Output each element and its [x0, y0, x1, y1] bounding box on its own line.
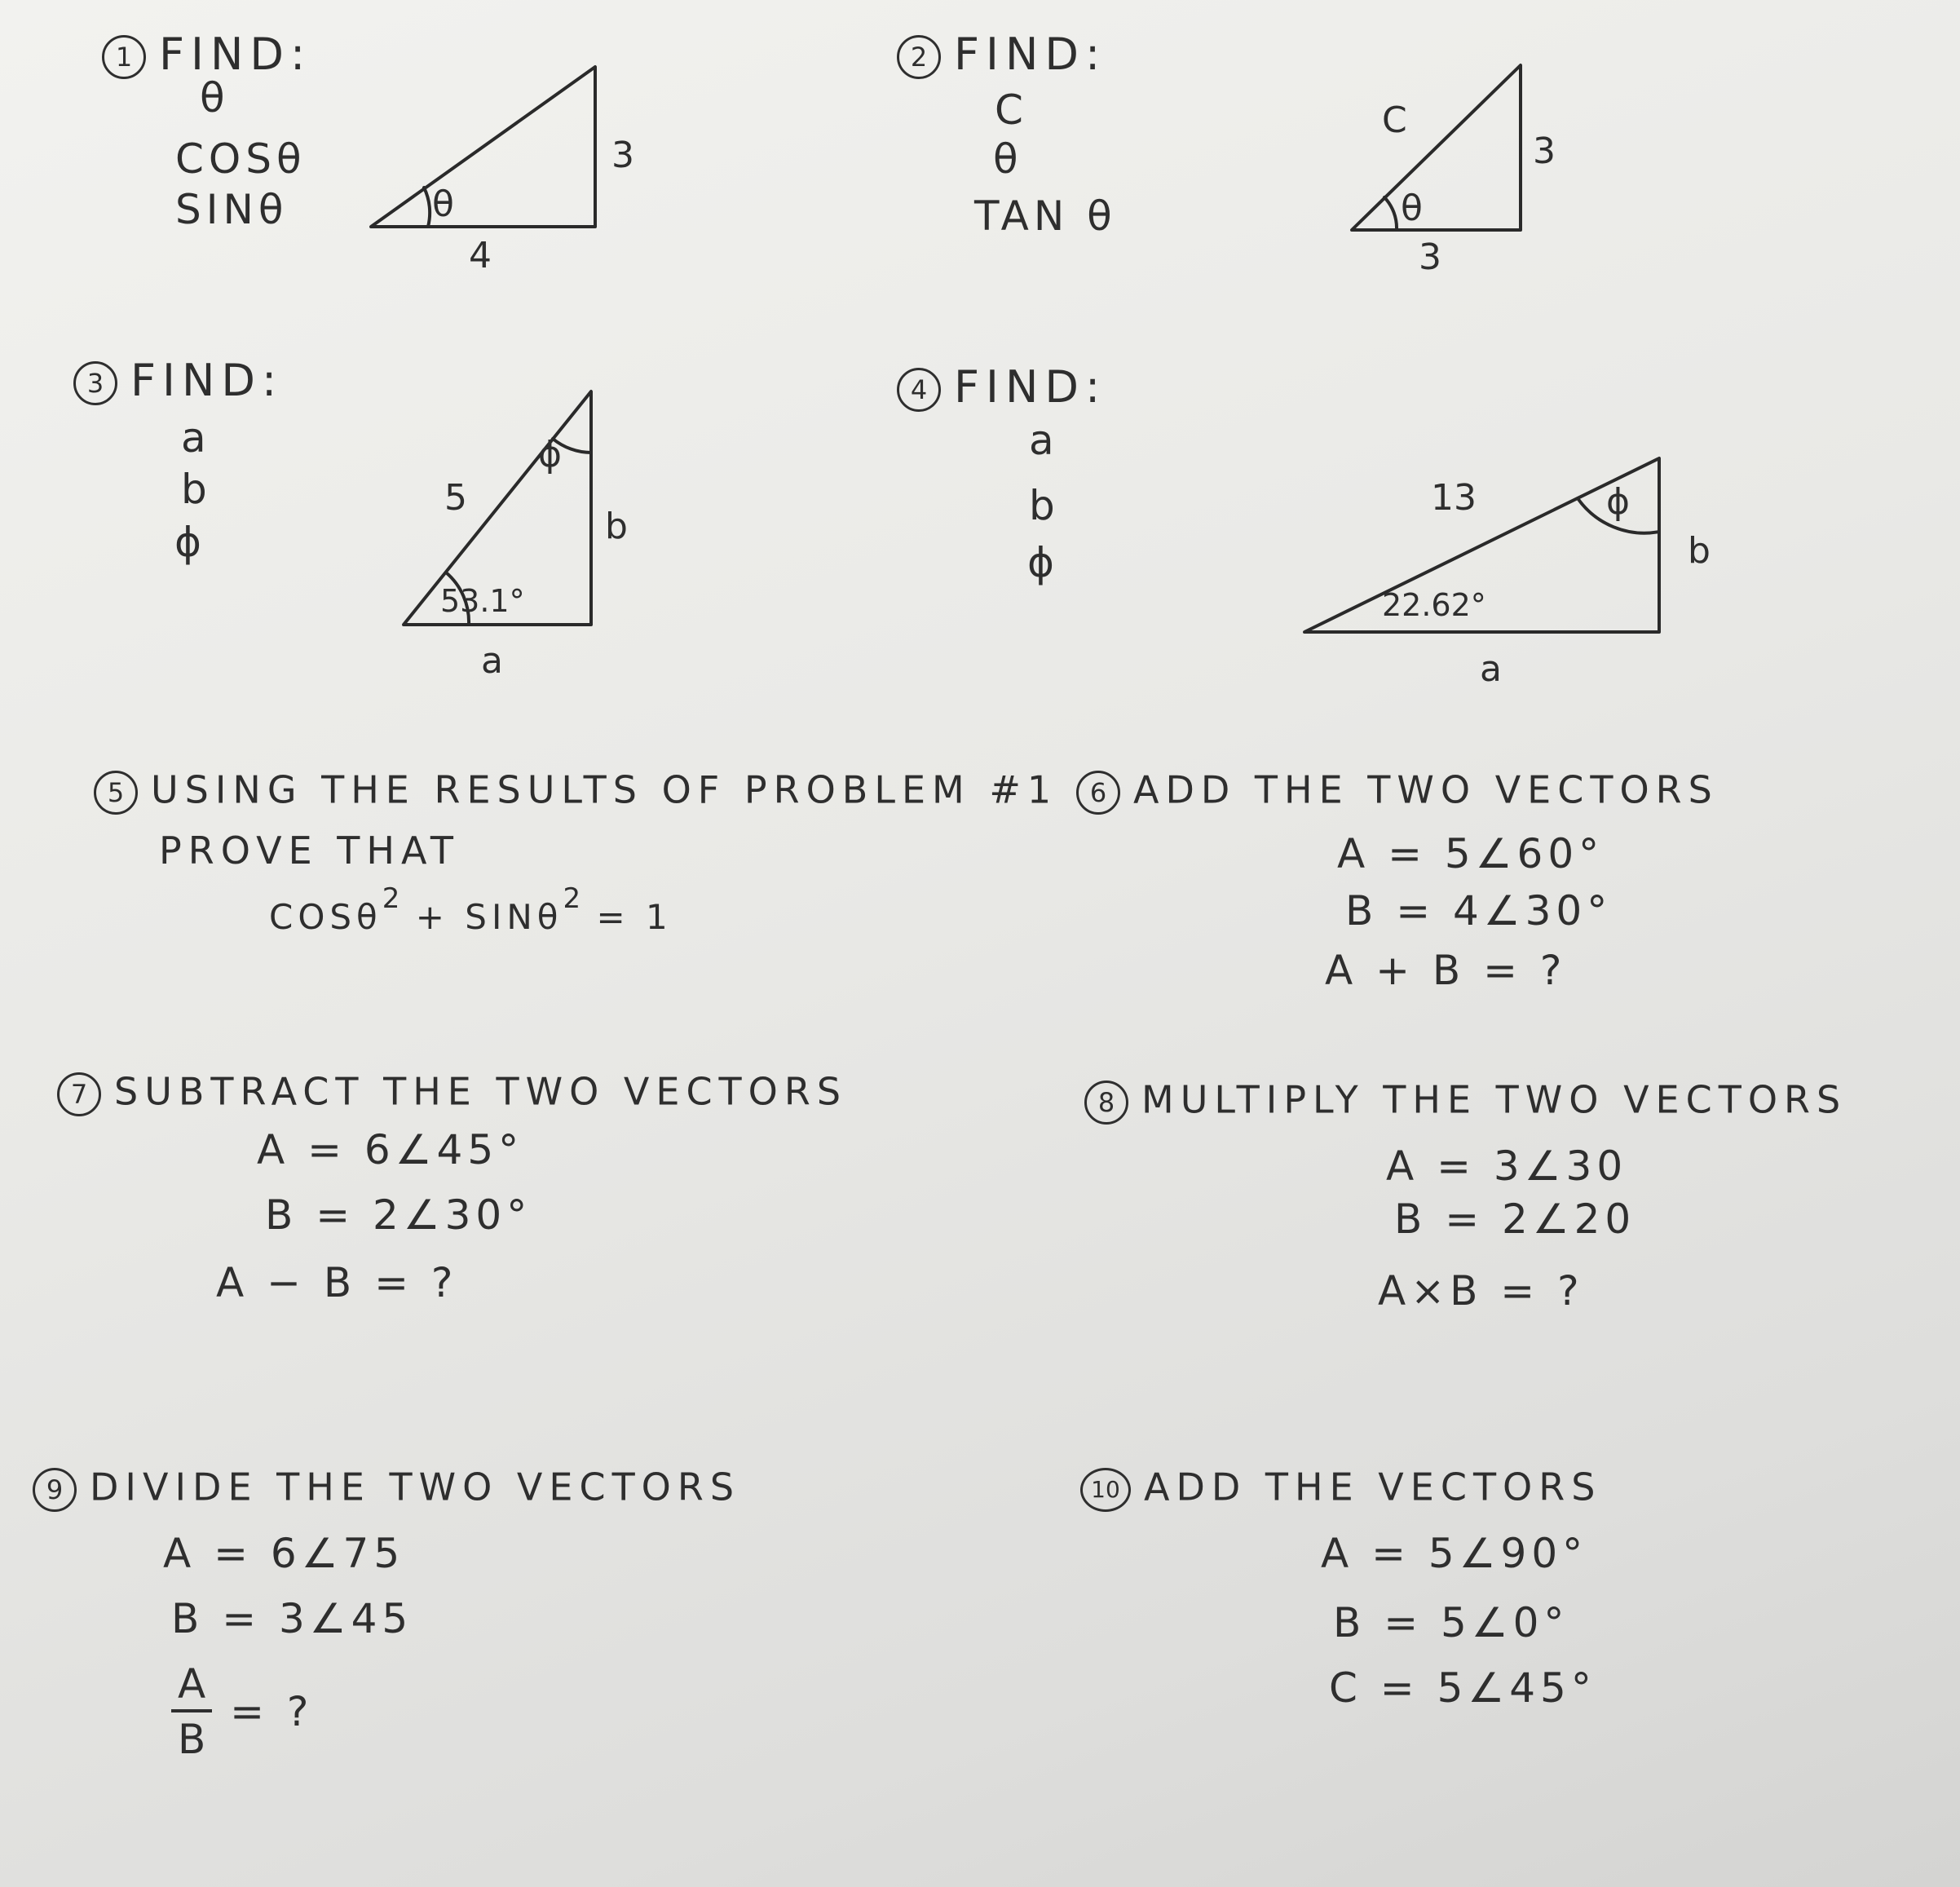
triangle-outline — [371, 67, 595, 227]
problem-9-number: 9 — [33, 1468, 77, 1512]
eq-exponent-1: 2 — [382, 882, 400, 915]
problem-1-item-3: SINθ — [175, 186, 289, 233]
problem-7-number: 7 — [57, 1072, 101, 1116]
fraction-denominator: B — [177, 1716, 206, 1763]
problem-10-number: 10 — [1080, 1468, 1131, 1512]
problem-3-triangle — [391, 375, 660, 685]
problem-5-heading — [94, 767, 1058, 815]
problem-3-item-1: a — [181, 414, 211, 462]
problem-8-heading — [1084, 1077, 1847, 1125]
angle-label: θ — [432, 183, 454, 225]
problem-3-title: FIND: — [130, 355, 284, 406]
problem-2-title: FIND: — [954, 29, 1107, 80]
problem-3-item-3: ϕ — [174, 519, 206, 566]
problem-4-number: 4 — [897, 368, 941, 412]
problem-4-item-1: a — [1029, 417, 1059, 464]
problem-8-line-3: A×B = ? — [1378, 1267, 1584, 1315]
problem-6-number: 6 — [1076, 771, 1120, 815]
problem-6-line-1: A = 5∠60° — [1337, 830, 1605, 877]
problem-10-line-3: C = 5∠45° — [1329, 1664, 1596, 1712]
problem-1-item-2: COSθ — [175, 135, 307, 183]
problem-3-number: 3 — [73, 361, 117, 405]
eq-exponent-2: 2 — [563, 882, 581, 915]
problem-5-line-2: PROVE THAT — [159, 829, 460, 873]
angle-label: θ — [1401, 188, 1423, 229]
eq-result: = 1 — [580, 897, 673, 937]
problem-1-number: 1 — [102, 35, 146, 79]
problem-9-heading — [33, 1465, 741, 1512]
fraction — [171, 1660, 212, 1763]
problem-9-line-2: B = 3∠45 — [171, 1595, 413, 1642]
problem-9-fraction-line — [171, 1660, 314, 1763]
adjacent-label: 4 — [469, 235, 492, 276]
problem-8-number: 8 — [1084, 1080, 1128, 1125]
angle-arc — [1384, 197, 1397, 230]
problem-7-line-1: A = 6∠45° — [257, 1126, 524, 1173]
problem-2-heading — [897, 29, 1107, 80]
problem-8-title: MULTIPLY THE TWO VECTORS — [1141, 1077, 1847, 1122]
problem-7-line-2: B = 2∠30° — [265, 1191, 532, 1239]
problem-9-line-1: A = 6∠75 — [163, 1530, 405, 1577]
problem-4-title: FIND: — [954, 361, 1107, 413]
problem-4-heading — [897, 361, 1107, 413]
problem-10-line-2: B = 5∠0° — [1333, 1599, 1569, 1646]
eq-cos-term: COSθ — [269, 897, 382, 937]
problem-6-heading — [1076, 767, 1719, 815]
problem-1-triangle — [359, 57, 636, 277]
problem-1-heading — [102, 29, 312, 80]
hypotenuse-label: 5 — [444, 477, 467, 519]
triangle-outline — [1352, 65, 1521, 230]
problem-8-line-2: B = 2∠20 — [1394, 1195, 1636, 1243]
problem-2-item-1: C — [995, 86, 1028, 134]
problem-1-item-1: θ — [200, 74, 230, 122]
problem-4-item-2: b — [1029, 482, 1060, 529]
problem-2-item-2: θ — [993, 135, 1023, 183]
problem-1-title: FIND: — [159, 29, 312, 80]
problem-2-item-3: TAN θ — [974, 192, 1117, 240]
adjacent-label: 3 — [1419, 236, 1441, 278]
problem-5-equation — [269, 882, 673, 937]
bottom-side-label: a — [481, 640, 503, 682]
problem-9-title: DIVIDE THE TWO VECTORS — [90, 1465, 741, 1509]
base-angle-label: 22.62° — [1382, 587, 1486, 623]
right-side-label: b — [605, 506, 628, 547]
top-angle-label: ϕ — [538, 434, 563, 475]
right-side-label: b — [1688, 530, 1711, 572]
problem-4-item-3: ϕ — [1027, 539, 1059, 586]
problem-5-number: 5 — [94, 771, 138, 815]
problem-10-title: ADD THE VECTORS — [1144, 1465, 1602, 1509]
problem-7-title: SUBTRACT THE TWO VECTORS — [114, 1069, 848, 1114]
problem-5-line-1: USING THE RESULTS OF PROBLEM #1 — [151, 767, 1058, 812]
problem-3-item-2: b — [181, 466, 212, 513]
base-angle-label: 53.1° — [440, 583, 525, 619]
opposite-label: 3 — [1533, 130, 1556, 172]
hypotenuse-label: C — [1382, 99, 1407, 141]
angle-arc — [424, 188, 430, 227]
problem-6-line-3: A + B = ? — [1325, 947, 1567, 994]
hypotenuse-label: 13 — [1431, 477, 1477, 519]
problem-7-heading — [57, 1069, 848, 1116]
fraction-numerator: A — [171, 1664, 212, 1712]
problem-6-title: ADD THE TWO VECTORS — [1133, 767, 1719, 812]
opposite-label: 3 — [611, 135, 634, 176]
problem-2-number: 2 — [897, 35, 941, 79]
problem-4-triangle — [1296, 449, 1711, 693]
problem-10-heading — [1080, 1465, 1602, 1512]
problem-10-line-1: A = 5∠90° — [1321, 1530, 1588, 1577]
bottom-side-label: a — [1480, 648, 1502, 690]
problem-3-heading — [73, 355, 284, 406]
eq-sin-term: + SINθ — [400, 897, 563, 937]
fraction-result: = ? — [230, 1688, 314, 1735]
problem-7-line-3: A − B = ? — [216, 1259, 458, 1306]
problem-8-line-1: A = 3∠30 — [1386, 1142, 1628, 1190]
problem-6-line-2: B = 4∠30° — [1345, 887, 1613, 935]
top-angle-label: ϕ — [1606, 481, 1631, 523]
problem-2-triangle — [1337, 57, 1582, 277]
